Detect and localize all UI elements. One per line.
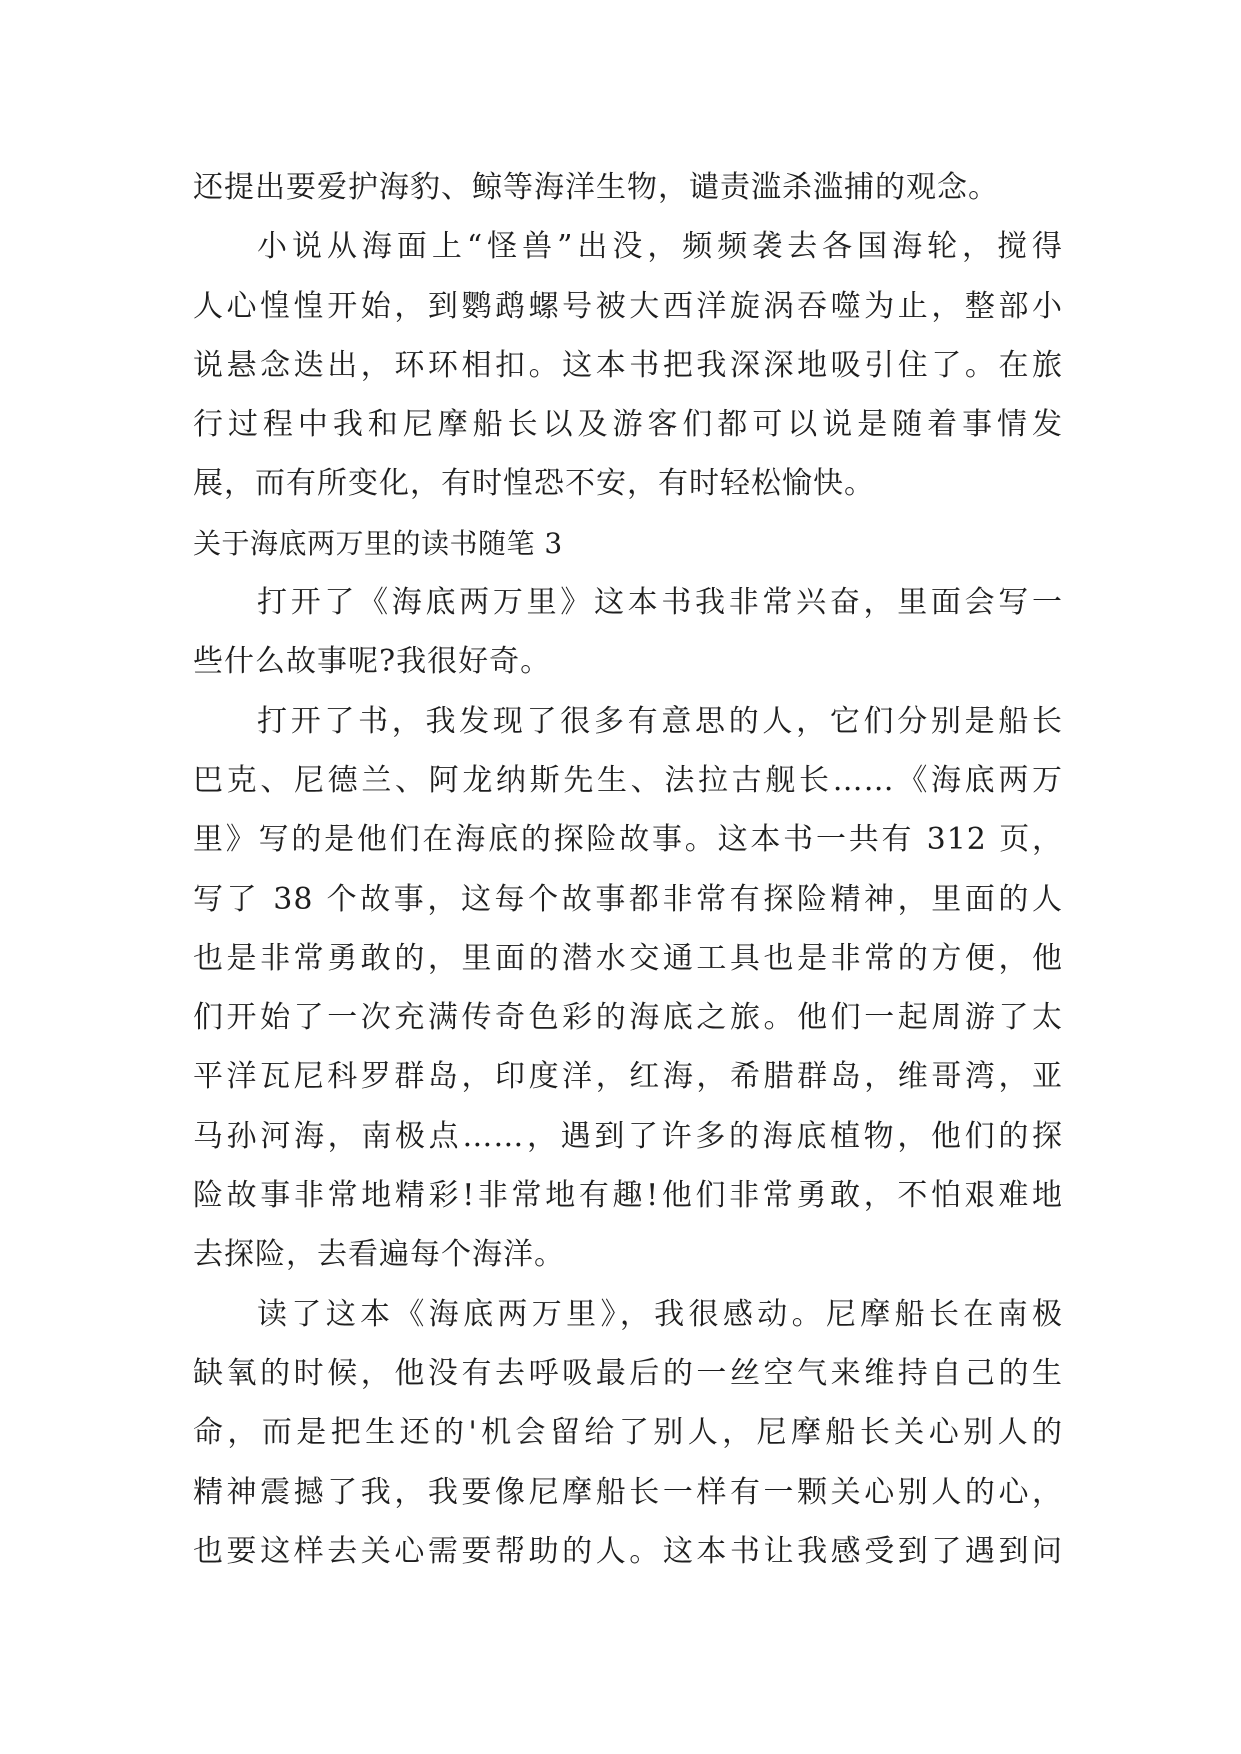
paragraph-line: 打开了书，我发现了很多有意思的人，它们分别是船长 xyxy=(257,703,1063,739)
paragraph-line: 险故事非常地精彩!非常地有趣!他们非常勇敢，不怕艰难地 xyxy=(193,1178,1063,1214)
paragraph-line: 行过程中我和尼摩船长以及游客们都可以说是随着事情发 xyxy=(193,407,1063,443)
paragraph-line: 写了 38 个故事，这每个故事都非常有探险精神，里面的人 xyxy=(193,881,1063,917)
paragraph-line: 人心惶惶开始，到鹦鹉螺号被大西洋旋涡吞噬为止，整部小 xyxy=(193,288,1063,324)
paragraph-line: 们开始了一次充满传奇色彩的海底之旅。他们一起周游了太 xyxy=(193,1000,1063,1036)
paragraph-line: 命，而是把生还的'机会留给了别人，尼摩船长关心别人的 xyxy=(193,1415,1063,1451)
paragraph-line: 还提出要爱护海豹、鲸等海洋生物，谴责滥杀滥捕的观念。 xyxy=(193,170,999,205)
paragraph-line: 些什么故事呢?我很好奇。 xyxy=(193,644,552,680)
paragraph-line: 缺氧的时候，他没有去呼吸最后的一丝空气来维持自己的生 xyxy=(193,1355,1063,1391)
paragraph-line: 读了这本《海底两万里》，我很感动。尼摩船长在南极 xyxy=(257,1296,1063,1332)
paragraph-line: 也要这样去关心需要帮助的人。这本书让我感受到了遇到问 xyxy=(193,1533,1063,1569)
paragraph-line: 也是非常勇敢的，里面的潜水交通工具也是非常的方便，他 xyxy=(193,940,1063,976)
paragraph-line: 小说从海面上“怪兽”出没，频频袭去各国海轮，搅得 xyxy=(257,229,1063,265)
paragraph-line: 展，而有所变化，有时惶恐不安，有时轻松愉快。 xyxy=(193,466,875,502)
paragraph-line: 说悬念迭出，环环相扣。这本书把我深深地吸引住了。在旅 xyxy=(193,347,1063,383)
section-heading: 关于海底两万里的读书随笔 3 xyxy=(193,526,563,560)
paragraph-line: 里》写的是他们在海底的探险故事。这本书一共有 312 页， xyxy=(193,822,1063,858)
paragraph-line: 马孙河海，南极点……，遇到了许多的海底植物，他们的探 xyxy=(193,1118,1063,1154)
paragraph-line: 去探险，去看遍每个海洋。 xyxy=(193,1237,565,1273)
paragraph-line: 打开了《海底两万里》这本书我非常兴奋，里面会写一 xyxy=(257,585,1063,621)
document-page xyxy=(193,158,1063,1581)
paragraph-line: 平洋瓦尼科罗群岛，印度洋，红海，希腊群岛，维哥湾，亚 xyxy=(193,1059,1063,1095)
paragraph-line: 精神震撼了我，我要像尼摩船长一样有一颗关心别人的心， xyxy=(193,1474,1063,1510)
paragraph-line: 巴克、尼德兰、阿龙纳斯先生、法拉古舰长……《海底两万 xyxy=(193,762,1063,798)
